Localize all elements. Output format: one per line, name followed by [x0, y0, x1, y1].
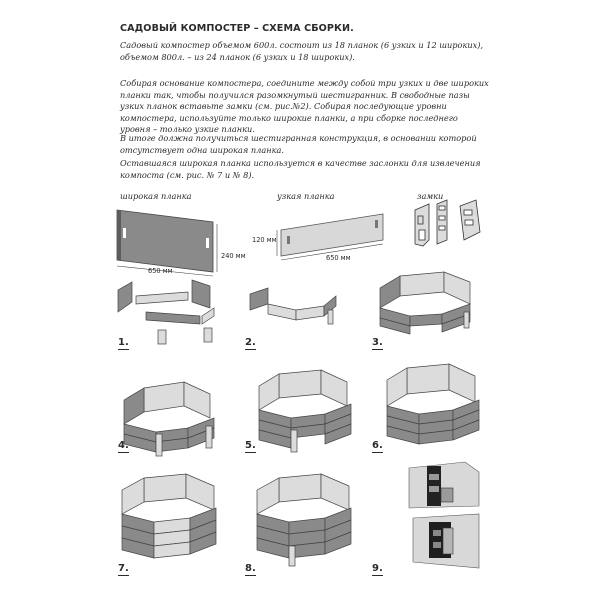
- figure-6-drawing: [375, 358, 495, 462]
- figure-5-drawing: [245, 364, 370, 462]
- wide-plank-height: 240 мм: [221, 252, 246, 260]
- wide-plank-drawing: [105, 200, 245, 280]
- figure-9-number: 9.: [372, 563, 383, 574]
- figure-8-drawing: [245, 468, 370, 578]
- narrow-plank-height: 120 мм: [252, 236, 277, 244]
- locks-drawing: [405, 196, 495, 260]
- paragraph-door: Оставшаяся широкая планка используется в качестве заслонки для извлечения компоста (см. рис. № 7 и № 8).: [120, 158, 481, 180]
- wide-plank-label: широкая планка: [120, 191, 192, 201]
- locks-label: замки: [417, 191, 444, 201]
- narrow-plank-width: 650 мм: [326, 254, 351, 262]
- figure-9-drawing: [405, 458, 483, 578]
- paragraph-result: В итоге должна получиться шестигранная конструкция, в основании которой отсутствует одна широкая планка.: [120, 133, 477, 155]
- figure-2-drawing: [240, 280, 350, 350]
- figure-6-number: 6.: [372, 440, 383, 451]
- paragraph-composition: Садовый компостер объемом 600л. состоит из 18 планок (6 узких и 12 широких), объемом 800л. – из 24 планок (6 узких и 18 широких).: [120, 40, 484, 62]
- narrow-plank-label: узкая планка: [277, 191, 335, 201]
- figure-5-number: 5.: [245, 440, 256, 451]
- figure-1-number: 1.: [118, 337, 129, 348]
- page-title: САДОВЫЙ КОМПОСТЕР – СХЕМА СБОРКИ.: [120, 23, 354, 34]
- figure-3-number: 3.: [372, 337, 383, 348]
- figure-7-number: 7.: [118, 563, 129, 574]
- figure-2-number: 2.: [245, 337, 256, 348]
- figure-4-number: 4.: [118, 440, 129, 451]
- figure-7-drawing: [110, 468, 235, 578]
- wide-plank-width: 650 мм: [148, 267, 173, 275]
- figure-8-number: 8.: [245, 563, 256, 574]
- paragraph-assembly: Собирая основание компостера, соедините между собой три узких и две широких планки так, чтобы получился разомкнутый шестигранник. В свободные пазы узких планок вставьте замки (см. рис.№2). Собирая последующие уровни компостера, используйте только широкие планки, а при сборке последнего уровня – только узкие планки.: [120, 78, 489, 135]
- figure-3-drawing: [370, 268, 490, 350]
